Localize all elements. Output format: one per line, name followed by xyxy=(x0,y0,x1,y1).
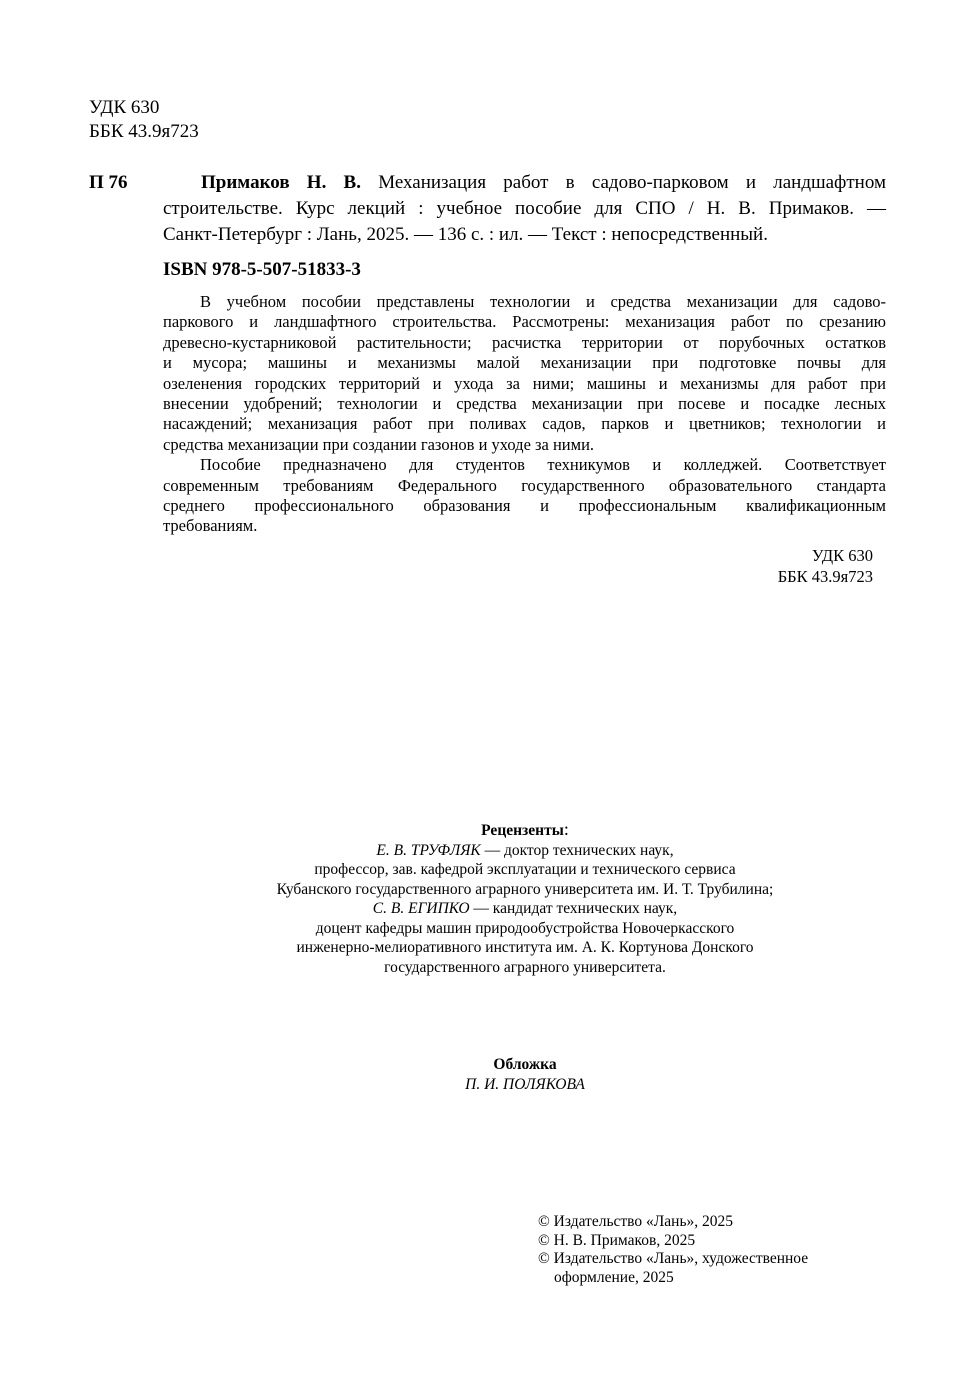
abstract-line: Пособие предназначено для студентов техникумов и колледжей. Соответствует xyxy=(200,455,886,475)
cover-credit xyxy=(400,1055,650,1094)
reviewer-1-name: Е. В. ТРУФЛЯК xyxy=(376,841,481,859)
bibliographic-description xyxy=(163,170,886,248)
classification-top xyxy=(89,96,199,144)
udk-code-right: УДК 630 xyxy=(811,546,873,565)
reviewer-1: Е. В. ТРУФЛЯК — доктор технических наук, xyxy=(376,841,674,859)
abstract-line: древесно-кустарниковой растительности; расчистка территории от порубочных остатков xyxy=(163,332,886,352)
reviewer-2: С. В. ЕГИПКО — кандидат технических наук, xyxy=(372,900,678,917)
abstract-line: средства механизации при создании газонов и уходе за ними. xyxy=(163,434,595,454)
reviewers-header: Рецензенты: xyxy=(481,819,569,839)
reviewer-2-line: инженерно-мелиоративного института им. А. К. Кортунова Донского xyxy=(296,939,754,956)
biblio-line-3: Санкт-Петербург : Лань, 2025. — 136 с. : ил. — Текст : непосредственный. xyxy=(163,224,768,245)
abstract-line: современным требованиям Федерального государственного образовательного стандарта xyxy=(163,475,886,495)
reviewers-block xyxy=(200,820,850,977)
reviewer-2-line: государственного аграрного университета. xyxy=(384,958,666,976)
copyright-block xyxy=(538,1213,848,1287)
abstract-line: В учебном пособии представлены технологии и средства механизации для садово- xyxy=(200,292,886,311)
abstract-line: озеленения городских территорий и ухода за ними; машины и механизмы для работ при xyxy=(163,373,886,393)
abstract-line: паркового и ландшафтного строительства. Рассмотрены: механизация работ по срезанию xyxy=(163,312,886,332)
biblio-line-2: строительстве. Курс лекций : учебное пособие для СПО / Н. В. Примаков. — xyxy=(163,198,886,219)
abstract-line: и мусора; машины и механизмы малой механизации при подготовке почвы для xyxy=(163,353,886,373)
cover-header: Обложка xyxy=(493,1056,557,1073)
reviewer-2-line: доцент кафедры машин природообустройства Новочеркасского xyxy=(315,919,735,937)
reviewer-1-line: Кубанского государственного аграрного университета им. И. Т. Трубилина; xyxy=(276,880,774,898)
abstract-line: требованиям. xyxy=(163,516,258,536)
abstract-line: среднего профессионального образования и профессиональным квалификационным xyxy=(163,496,886,516)
copyright-line: оформление, 2025 xyxy=(554,1268,674,1286)
abstract-line: внесении удобрений; технологии и средства механизации при посеве и посадке лесных xyxy=(163,394,886,414)
classification-right xyxy=(700,545,873,587)
abstract-line: насаждений; механизация работ при поливах садов, парков и цветников; технологии и xyxy=(163,414,886,434)
copyright-line: © Издательство «Лань», художественное xyxy=(538,1250,809,1267)
reviewer-2-name: С. В. ЕГИПКО xyxy=(372,900,470,917)
copyright-line: © Издательство «Лань», 2025 xyxy=(538,1213,734,1230)
abstract xyxy=(163,292,886,537)
copyright-line: © Н. В. Примаков, 2025 xyxy=(538,1231,696,1249)
reviewer-1-line: профессор, зав. кафедрой эксплуатации и технического сервиса xyxy=(314,861,736,878)
bbk-code: ББК 43.9я723 xyxy=(89,121,199,142)
biblio-line-1: Примаков Н. В. Механизация работ в садово-парковом и ландшафтном xyxy=(201,172,886,193)
author-name: Примаков Н. В. xyxy=(201,172,361,193)
udk-code: УДК 630 xyxy=(89,97,160,118)
author-mark: П 76 xyxy=(89,172,128,193)
bbk-code-right: ББК 43.9я723 xyxy=(777,567,873,586)
cover-designer: П. И. ПОЛЯКОВА xyxy=(465,1075,585,1093)
isbn: ISBN 978-5-507-51833-3 xyxy=(163,259,361,280)
